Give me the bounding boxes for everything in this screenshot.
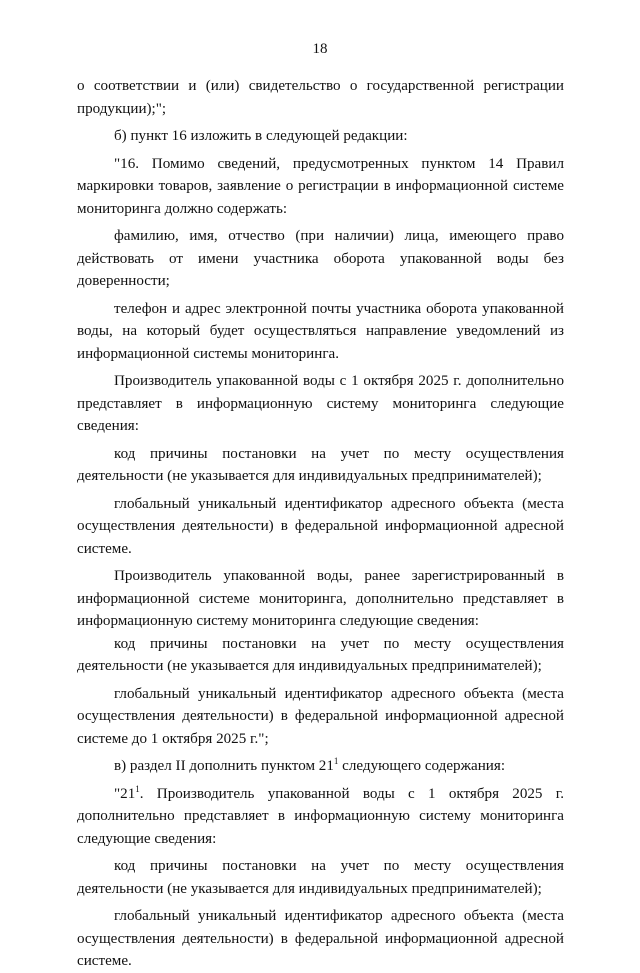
paragraph-kpp-code-3: код причины постановки на учет по месту осуществления деятельности (не указывается для индивидуальных предпринимателей); [77, 858, 564, 897]
paragraph-fias-guid-3: глобальный уникальный идентификатор адресного объекта (места осуществления деятельности) в федеральной информационной адресной системе. [77, 908, 564, 969]
paragraph-text: в) раздел II дополнить пунктом 21 [114, 758, 334, 774]
paragraph-kpp-code-2: код причины постановки на учет по месту осуществления деятельности (не указывается для индивидуальных предпринимателей); [77, 635, 564, 674]
paragraph-contacts: телефон и адрес электронной почты участника оборота упакованной воды, на который будет осуществляться направление уведомлений из информационной системы мониторинга. [77, 300, 564, 362]
paragraph-amendment-b: б) пункт 16 изложить в следующей редакции: [114, 128, 408, 144]
paragraph-fias-guid: глобальный уникальный идентификатор адресного объекта (места осуществления деятельности) в федеральной информационной адресной системе. [77, 495, 564, 557]
paragraph-text: следующего содержания: [338, 758, 506, 774]
paragraph-amendment-c [77, 755, 564, 778]
paragraph-producer-additional: Производитель упакованной воды с 1 октября 2025 г. дополнительно представляет в информационную систему мониторинга следующие сведения: [77, 373, 564, 434]
paragraph-fias-guid-2: глобальный уникальный идентификатор адресного объекта (места осуществления деятельности) в федеральной информационной адресной системе до 1 октября 2025 г."; [77, 685, 564, 747]
paragraph-point-16: "16. Помимо сведений, предусмотренных пунктом 14 Правил маркировки товаров, заявление о регистрации в информационной системе мониторинга должно содержать: [77, 155, 564, 217]
page-number: 18 [312, 41, 328, 57]
document-body [77, 75, 564, 973]
paragraph-full-name: фамилию, имя, отчество (при наличии) лица, имеющего право действовать от имени участника оборота упакованной воды без доверенности; [77, 228, 564, 289]
superscript: 1 [333, 756, 339, 766]
paragraph-registered-producer: Производитель упакованной воды, ранее зарегистрированный в информационной системе мониторинга, дополнительно представляет в информационную систему мониторинга следующие сведения: [77, 568, 564, 629]
paragraph-point-21-1 [77, 783, 564, 851]
paragraph-text: "21 [114, 785, 136, 802]
paragraph-kpp-code: код причины постановки на учет по месту осуществления деятельности (не указывается для индивидуальных предпринимателей); [77, 445, 564, 484]
paragraph-text: . Производитель упакованной воды с 1 октября 2025 г. дополнительно представляет в информационную систему мониторинга следующие сведения: [77, 785, 564, 847]
superscript: 1 [135, 783, 140, 794]
paragraph-continuation: о соответствии и (или) свидетельство о государственной регистрации продукции);"; [77, 78, 564, 117]
